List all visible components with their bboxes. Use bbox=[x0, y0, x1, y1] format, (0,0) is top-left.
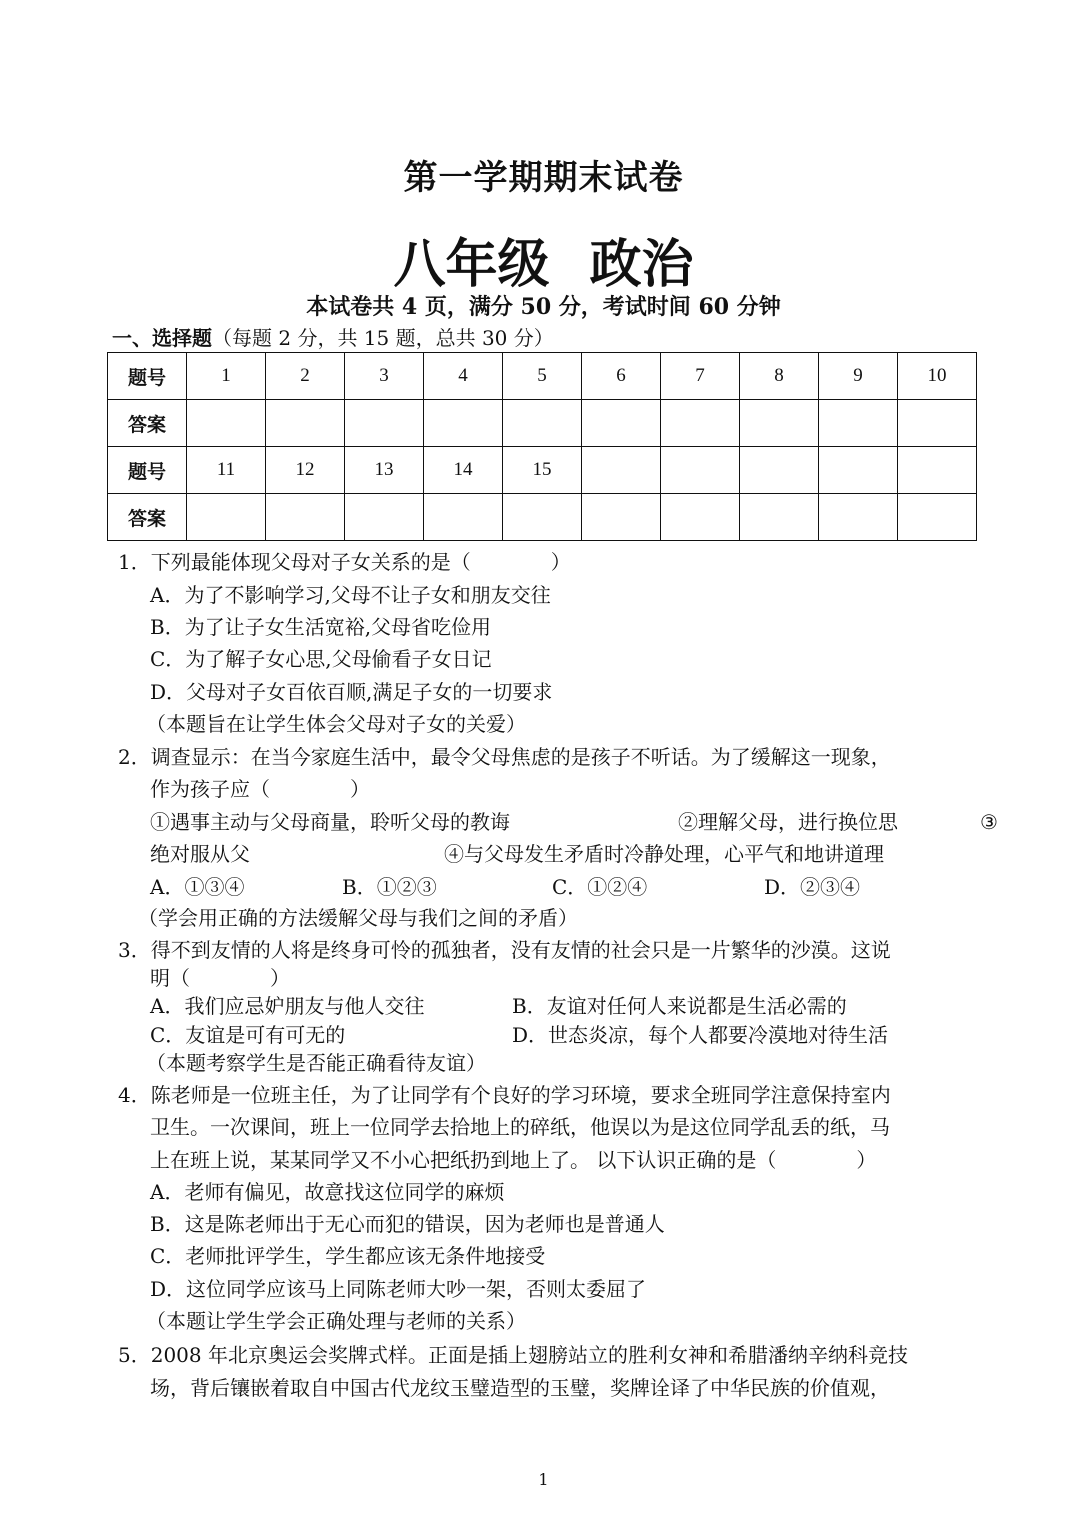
table-cell bbox=[661, 494, 740, 541]
table-cell: 9 bbox=[819, 353, 898, 400]
statement-text: ②理解父母，进行换位思 bbox=[678, 810, 898, 834]
question-stem: 场，背后镶嵌着取自中国古代龙纹玉璧造型的玉璧，奖牌诠译了中华民族的价值观， bbox=[150, 1376, 890, 1400]
table-cell: 15 bbox=[503, 447, 582, 494]
answer-cell[interactable] bbox=[819, 400, 898, 447]
question-note: （学会用正确的方法缓解父母与我们之间的矛盾） bbox=[138, 906, 578, 930]
section-heading bbox=[112, 322, 554, 351]
table-cell: 12 bbox=[266, 447, 345, 494]
table-cell: 6 bbox=[582, 353, 661, 400]
question-stem: 明（ ） bbox=[150, 966, 290, 990]
option-text: A．老师有偏见，故意找这位同学的麻烦 bbox=[150, 1180, 505, 1204]
option-text: A．为了不影响学习,父母不让子女和朋友交往 bbox=[150, 583, 551, 607]
answer-cell[interactable] bbox=[424, 400, 503, 447]
table-cell bbox=[898, 447, 977, 494]
answer-table bbox=[107, 352, 977, 541]
table-cell: 14 bbox=[424, 447, 503, 494]
exam-title: 第一学期期末试卷 bbox=[403, 158, 684, 198]
answer-cell[interactable] bbox=[345, 494, 424, 541]
table-cell bbox=[582, 494, 661, 541]
table-cell: 1 bbox=[187, 353, 266, 400]
statement-text: ①遇事主动与父母商量，聆听父母的教诲 bbox=[150, 810, 510, 834]
table-cell: 7 bbox=[661, 353, 740, 400]
question-stem: 4．陈老师是一位班主任，为了让同学有个良好的学习环境，要求全班同学注意保持室内 bbox=[118, 1083, 891, 1107]
table-cell: 答案 bbox=[108, 494, 187, 541]
question-stem: 3．得不到友情的人将是终身可怜的孤独者，没有友情的社会只是一片繁华的沙漠。这说 bbox=[118, 938, 891, 962]
option-text: C．老师批评学生，学生都应该无条件地接受 bbox=[150, 1244, 546, 1268]
answer-cell[interactable] bbox=[503, 400, 582, 447]
question-stem: 1．下列最能体现父母对子女关系的是（ ） bbox=[118, 550, 571, 574]
question-note: （本题考察学生是否能正确看待友谊） bbox=[146, 1051, 486, 1075]
option-text: C．①②④ bbox=[552, 875, 648, 899]
table-cell: 10 bbox=[898, 353, 977, 400]
table-cell: 8 bbox=[740, 353, 819, 400]
table-cell: 5 bbox=[503, 353, 582, 400]
table-cell bbox=[740, 494, 819, 541]
exam-info: 本试卷共 4 页，满分 50 分，考试时间 60 分钟 bbox=[306, 294, 781, 320]
answer-cell[interactable] bbox=[187, 400, 266, 447]
option-text: C．为了解子女心思,父母偷看子女日记 bbox=[150, 647, 492, 671]
exam-subtitle bbox=[0, 222, 1087, 297]
page-number: 1 bbox=[538, 1470, 549, 1489]
section-title: 一、选择题 bbox=[112, 326, 212, 350]
subject-label: 政治 bbox=[589, 235, 694, 295]
question-stem: 卫生。一次课间，班上一位同学去拾地上的碎纸，他误以为是这位同学乱丢的纸，马 bbox=[150, 1115, 890, 1139]
option-text: D．世态炎凉，每个人都要冷漠地对待生活 bbox=[512, 1023, 889, 1047]
answer-cell[interactable] bbox=[898, 400, 977, 447]
table-cell: 2 bbox=[266, 353, 345, 400]
table-cell: 题号 bbox=[108, 447, 187, 494]
table-cell: 4 bbox=[424, 353, 503, 400]
answer-cell[interactable] bbox=[661, 400, 740, 447]
table-cell bbox=[661, 447, 740, 494]
table-cell: 题号 bbox=[108, 353, 187, 400]
grade-label: 八年级 bbox=[393, 235, 550, 295]
statement-text: ③ bbox=[980, 810, 998, 834]
option-text: B．①②③ bbox=[342, 875, 437, 899]
answer-cell[interactable] bbox=[582, 400, 661, 447]
option-text: D．这位同学应该马上同陈老师大吵一架，否则太委屈了 bbox=[150, 1277, 647, 1301]
table-cell: 3 bbox=[345, 353, 424, 400]
option-text: D．②③④ bbox=[764, 875, 861, 899]
section-note: （每题 2 分，共 15 题，总共 30 分） bbox=[212, 326, 554, 350]
option-text: D．父母对子女百依百顺,满足子女的一切要求 bbox=[150, 680, 553, 704]
option-text: B．这是陈老师出于无心而犯的错误，因为老师也是普通人 bbox=[150, 1212, 665, 1236]
option-text: B．友谊对任何人来说都是生活必需的 bbox=[512, 994, 847, 1018]
question-stem: 上在班上说，某某同学又不小心把纸扔到地上了。 以下认识正确的是（ ） bbox=[150, 1148, 877, 1172]
table-cell bbox=[740, 447, 819, 494]
answer-cell[interactable] bbox=[266, 494, 345, 541]
answer-cell[interactable] bbox=[187, 494, 266, 541]
option-text: A．我们应忌妒朋友与他人交往 bbox=[150, 994, 425, 1018]
question-stem: 5．2008 年北京奥运会奖牌式样。正面是插上翅膀站立的胜利女神和希腊潘纳辛纳科竞技 bbox=[118, 1343, 908, 1367]
answer-cell[interactable] bbox=[266, 400, 345, 447]
question-stem: 作为孩子应（ ） bbox=[150, 777, 370, 801]
table-cell bbox=[582, 447, 661, 494]
option-text: B．为了让子女生活宽裕,父母省吃俭用 bbox=[150, 615, 492, 639]
table-cell: 答案 bbox=[108, 400, 187, 447]
table-cell: 11 bbox=[187, 447, 266, 494]
option-text: C．友谊是可有可无的 bbox=[150, 1023, 346, 1047]
answer-cell[interactable] bbox=[503, 494, 582, 541]
table-cell bbox=[819, 447, 898, 494]
question-stem: 2．调查显示：在当今家庭生活中，最令父母焦虑的是孩子不听话。为了缓解这一现象， bbox=[118, 745, 891, 769]
table-row bbox=[108, 353, 977, 400]
statement-text: ④与父母发生矛盾时冷静处理，心平气和地讲道理 bbox=[444, 842, 884, 866]
option-text: A．①③④ bbox=[150, 875, 245, 899]
answer-cell[interactable] bbox=[740, 400, 819, 447]
table-row bbox=[108, 494, 977, 541]
answer-cell[interactable] bbox=[345, 400, 424, 447]
question-note: （本题旨在让学生体会父母对子女的关爱） bbox=[146, 712, 526, 736]
question-note: （本题让学生学会正确处理与老师的关系） bbox=[146, 1309, 526, 1333]
table-cell: 13 bbox=[345, 447, 424, 494]
table-row bbox=[108, 447, 977, 494]
statement-text: 绝对服从父 bbox=[150, 842, 250, 866]
table-cell bbox=[898, 494, 977, 541]
table-row bbox=[108, 400, 977, 447]
answer-cell[interactable] bbox=[424, 494, 503, 541]
table-cell bbox=[819, 494, 898, 541]
